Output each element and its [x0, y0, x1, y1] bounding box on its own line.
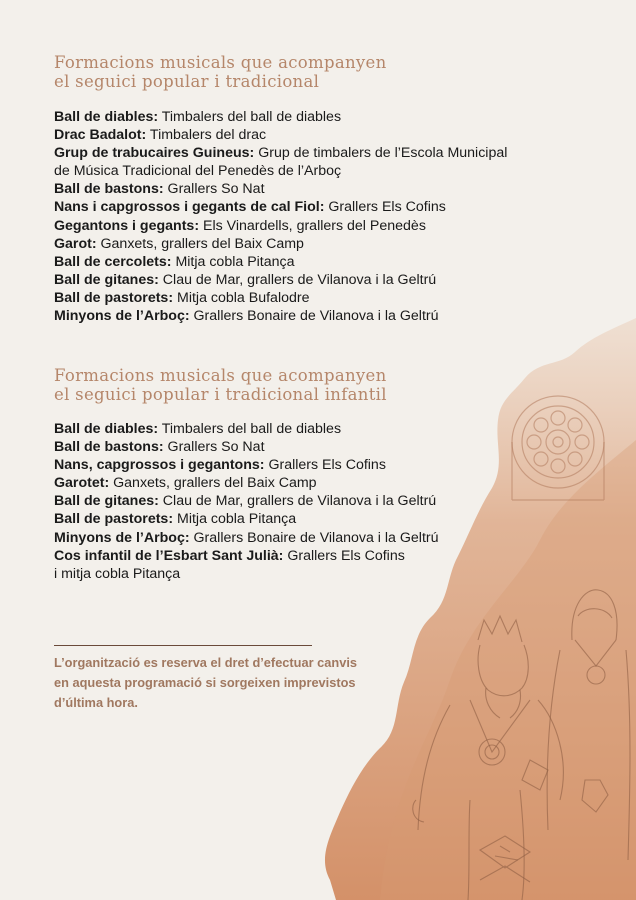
band-name: Grup de timbalers de l’Escola Municipal — [254, 145, 508, 162]
section-title-infantil — [54, 366, 387, 404]
list-item — [54, 510, 439, 528]
list-item — [54, 253, 507, 271]
group-name: Garotet: — [54, 475, 110, 492]
band-name: Grallers So Nat — [163, 439, 265, 456]
list-item — [54, 289, 507, 307]
group-name: Minyons de l’Arboç: — [54, 308, 190, 325]
band-name: Timbalers del ball de diables — [158, 421, 342, 437]
section-title-line: el seguici popular i tradicional infantil — [54, 385, 387, 404]
list-item — [54, 456, 439, 474]
music-formations-infantil-list — [54, 420, 439, 583]
note-line: d’última hora. — [54, 695, 138, 710]
list-item — [54, 198, 507, 216]
band-name: Grallers Els Cofins — [283, 547, 405, 564]
band-name: i mitja cobla Pitança — [54, 565, 181, 582]
list-item — [54, 547, 439, 565]
group-name: Cos infantil de l’Esbart Sant Julià: — [54, 547, 284, 564]
list-item — [54, 438, 439, 456]
band-name: Mitja cobla Pitança — [171, 253, 295, 270]
section-title-seguici — [54, 53, 387, 91]
band-name: Ganxets, grallers del Baix Camp — [96, 235, 304, 252]
section-title-line: Formacions musicals que acompanyen — [54, 53, 387, 72]
note-line: L’organització es reserva el dret d’efectuar canvis — [54, 655, 357, 670]
list-item — [54, 271, 507, 289]
group-name: Ball de bastons: — [54, 181, 164, 198]
band-name: Grallers Els Cofins — [324, 199, 446, 216]
list-item — [54, 474, 439, 492]
list-item — [54, 162, 507, 180]
list-item — [54, 108, 507, 126]
list-item — [54, 565, 439, 583]
music-formations-list — [54, 108, 507, 325]
band-name: Grallers Bonaire de Vilanova i la Geltrú — [189, 308, 439, 325]
group-name: Nans i capgrossos i gegants de cal Fiol: — [54, 199, 325, 216]
band-name: Clau de Mar, grallers de Vilanova i la Geltrú — [158, 493, 437, 510]
group-name: Gegantons i gegants: — [54, 217, 200, 234]
list-item — [54, 420, 439, 438]
section-title-line: el seguici popular i tradicional — [54, 72, 320, 91]
group-name: Ball de gitanes: — [54, 271, 159, 288]
group-name: Ball de pastorets: — [54, 511, 174, 528]
disclaimer-note — [54, 653, 414, 713]
group-name: Drac Badalot: — [54, 127, 147, 144]
list-item — [54, 529, 439, 547]
group-name: Grup de trabucaires Guineus: — [54, 145, 255, 162]
section-title-line: Formacions musicals que acompanyen — [54, 366, 387, 385]
list-item — [54, 307, 507, 325]
list-item — [54, 126, 507, 144]
group-name: Ball de diables: — [54, 421, 159, 437]
note-line: en aquesta programació si sorgeixen imprevistos — [54, 675, 356, 690]
list-item — [54, 235, 507, 253]
band-name: Timbalers del ball de diables — [158, 109, 342, 125]
band-name: Els Vinardells, grallers del Penedès — [199, 217, 426, 234]
band-name: Clau de Mar, grallers de Vilanova i la Geltrú — [158, 271, 437, 288]
divider — [54, 645, 312, 646]
group-name: Ball de bastons: — [54, 439, 164, 456]
band-name: Ganxets, grallers del Baix Camp — [109, 475, 317, 492]
band-name: Grallers So Nat — [163, 181, 265, 198]
group-name: Garot: — [54, 235, 97, 252]
group-name: Ball de cercolets: — [54, 253, 172, 270]
group-name: Nans, capgrossos i gegantons: — [54, 457, 265, 474]
list-item — [54, 144, 507, 162]
group-name: Ball de gitanes: — [54, 493, 159, 510]
band-name: Mitja cobla Pitança — [173, 511, 297, 528]
group-name: Ball de pastorets: — [54, 289, 174, 306]
list-item — [54, 217, 507, 235]
band-name: Grallers Bonaire de Vilanova i la Geltrú — [189, 529, 439, 546]
band-name: Grallers Els Cofins — [264, 457, 386, 474]
group-name: Minyons de l’Arboç: — [54, 529, 190, 546]
band-name: Timbalers del drac — [146, 127, 267, 144]
group-name: Ball de diables: — [54, 109, 159, 125]
list-item — [54, 180, 507, 198]
list-item — [54, 492, 439, 510]
band-name: Mitja cobla Bufalodre — [173, 289, 310, 306]
band-name: de Música Tradicional del Penedès de l’Arboç — [54, 163, 342, 180]
